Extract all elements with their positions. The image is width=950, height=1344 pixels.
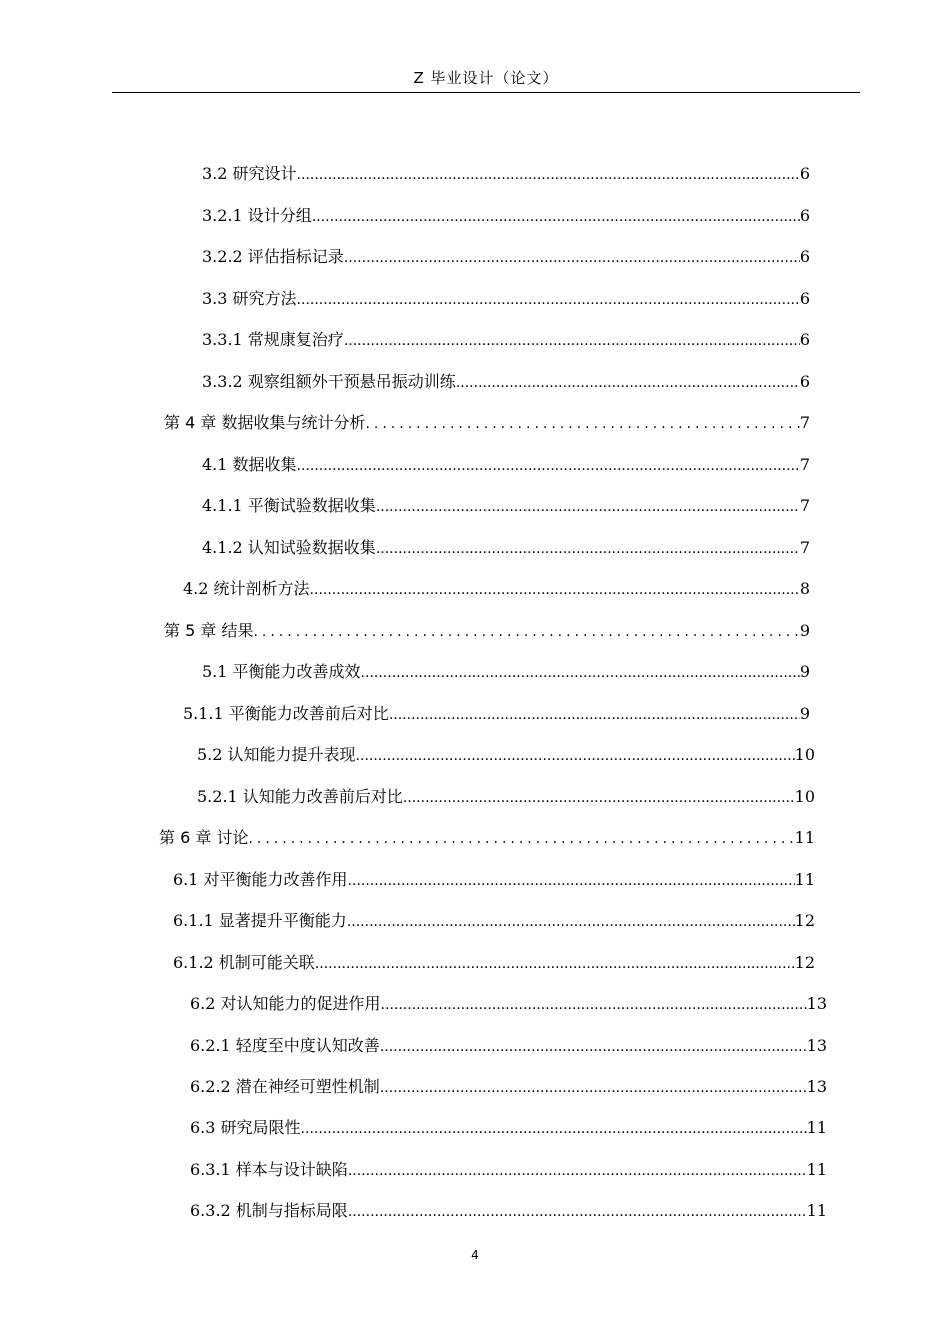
- toc-entry[interactable]: [202, 246, 810, 269]
- toc-leader-dots: [297, 164, 800, 186]
- toc-leader-dots: [310, 579, 800, 601]
- toc-entry-page: 7: [799, 496, 810, 515]
- toc-entry[interactable]: [202, 371, 810, 394]
- toc-entry[interactable]: [183, 703, 810, 726]
- toc-leader-dots: [297, 289, 800, 311]
- toc-entry-page: 9: [799, 662, 810, 681]
- toc-entry[interactable]: [197, 744, 815, 767]
- toc-leader-dots: [381, 994, 807, 1016]
- toc-chapter-entry[interactable]: [164, 412, 810, 435]
- toc-entry[interactable]: [190, 1076, 827, 1099]
- toc-leader-dots: [380, 1077, 807, 1099]
- toc-entry-page: 13: [806, 994, 827, 1013]
- toc-leader-dots: [301, 1118, 807, 1140]
- toc-entry-title: 6.2.2 潜在神经可塑性机制: [190, 1077, 380, 1096]
- toc-entry[interactable]: [173, 952, 815, 975]
- toc-entry[interactable]: [173, 869, 815, 892]
- toc-entry-page: 6: [799, 247, 810, 266]
- toc-entry-title: 3.3.1 常规康复治疗: [202, 330, 344, 349]
- toc-entry-title: 5.1.1 平衡能力改善前后对比: [183, 704, 389, 723]
- toc-entry-title: 3.2 研究设计: [202, 164, 297, 183]
- toc-leader-dots: [315, 953, 795, 975]
- toc-entry-title: 第 5 章 结果: [164, 621, 254, 640]
- toc-entry-title: 6.3.1 样本与设计缺陷: [190, 1160, 348, 1179]
- toc-leader-dots: [312, 206, 800, 228]
- toc-leader-dots: [297, 455, 800, 477]
- toc-entry-title: 3.3.2 观察组额外干预悬吊振动训练: [202, 372, 456, 391]
- toc-entry-page: 6: [799, 330, 810, 349]
- toc-entry[interactable]: [183, 578, 810, 601]
- toc-entry[interactable]: [202, 288, 810, 311]
- toc-entry-page: 6: [799, 289, 810, 308]
- toc-entry[interactable]: [190, 1159, 827, 1182]
- toc-entry[interactable]: [202, 495, 810, 518]
- toc-entry[interactable]: [202, 163, 810, 186]
- toc-entry-page: 11: [806, 1118, 827, 1137]
- toc-leader-dots: [348, 1160, 807, 1182]
- toc-entry[interactable]: [190, 1200, 827, 1223]
- toc-entry[interactable]: [190, 993, 827, 1016]
- toc-entry-title: 6.3 研究局限性: [190, 1118, 301, 1137]
- toc-leader-dots: [365, 413, 799, 435]
- toc-entry[interactable]: [202, 537, 810, 560]
- toc-entry-title: 5.2 认知能力提升表现: [197, 745, 356, 764]
- toc-entry-title: 6.1.2 机制可能关联: [173, 953, 315, 972]
- toc-entry-page: 11: [806, 1160, 827, 1179]
- toc-entry-title: 3.2.1 设计分组: [202, 206, 312, 225]
- toc-entry-page: 11: [794, 870, 815, 889]
- toc-entry-page: 6: [799, 206, 810, 225]
- toc-leader-dots: [356, 745, 795, 767]
- toc-entry-page: 6: [799, 164, 810, 183]
- toc-entry-title: 第 4 章 数据收集与统计分析: [164, 413, 366, 432]
- toc-entry-title: 4.1.1 平衡试验数据收集: [202, 496, 376, 515]
- toc-entry-title: 4.1.2 认知试验数据收集: [202, 538, 376, 557]
- toc-leader-dots: [403, 787, 795, 809]
- toc-entry-page: 11: [806, 1201, 827, 1220]
- toc-entry-page: 8: [799, 579, 810, 598]
- toc-chapter-entry[interactable]: [164, 620, 810, 643]
- toc-leader-dots: [380, 1036, 807, 1058]
- toc-entry-title: 6.1 对平衡能力改善作用: [173, 870, 348, 889]
- toc-entry-page: 11: [794, 828, 815, 847]
- toc-entry-page: 10: [794, 787, 815, 806]
- toc-entry-page: 7: [799, 538, 810, 557]
- header-title: Z 毕业设计（论文）: [413, 69, 559, 87]
- toc-entry[interactable]: [202, 329, 810, 352]
- toc-entry-title: 3.3 研究方法: [202, 289, 297, 308]
- toc-entry-page: 13: [806, 1036, 827, 1055]
- toc-entry-page: 9: [799, 704, 810, 723]
- toc-entry-title: 6.2.1 轻度至中度认知改善: [190, 1036, 380, 1055]
- toc-entry-title: 6.1.1 显著提升平衡能力: [173, 911, 347, 930]
- toc-leader-dots: [248, 828, 794, 850]
- toc-leader-dots: [347, 911, 795, 933]
- toc-chapter-entry[interactable]: [159, 827, 815, 850]
- toc-entry-title: 4.2 统计剖析方法: [183, 579, 310, 598]
- toc-entry[interactable]: [202, 205, 810, 228]
- toc-leader-dots: [456, 372, 800, 394]
- toc-leader-dots: [389, 704, 800, 726]
- toc-entry-page: 6: [799, 372, 810, 391]
- toc-entry-page: 9: [799, 621, 810, 640]
- toc-entry-page: 12: [794, 953, 815, 972]
- toc-leader-dots: [344, 247, 800, 269]
- toc-leader-dots: [376, 496, 800, 518]
- toc-entry-title: 5.1 平衡能力改善成效: [202, 662, 361, 681]
- toc-leader-dots: [344, 330, 800, 352]
- toc-entry-page: 12: [794, 911, 815, 930]
- toc-entry[interactable]: [202, 454, 810, 477]
- toc-entry[interactable]: [190, 1035, 827, 1058]
- toc-entry-page: 7: [799, 413, 810, 432]
- toc-entry-page: 13: [806, 1077, 827, 1096]
- toc-entry-page: 7: [799, 455, 810, 474]
- toc-leader-dots: [361, 662, 800, 684]
- toc-entry-title: 4.1 数据收集: [202, 455, 297, 474]
- toc-entry[interactable]: [202, 661, 810, 684]
- toc-leader-dots: [348, 1201, 807, 1223]
- toc-entry[interactable]: [190, 1117, 827, 1140]
- toc-entry-title: 3.2.2 评估指标记录: [202, 247, 344, 266]
- toc-entry-title: 6.2 对认知能力的促进作用: [190, 994, 381, 1013]
- toc-leader-dots: [376, 538, 800, 560]
- toc-entry[interactable]: [197, 786, 815, 809]
- toc-entry-page: 10: [794, 745, 815, 764]
- toc-leader-dots: [348, 870, 795, 892]
- toc-entry-title: 第 6 章 讨论: [159, 828, 249, 847]
- toc-leader-dots: [253, 621, 799, 643]
- page-number: 4: [471, 1248, 479, 1262]
- toc-entry[interactable]: [173, 910, 815, 933]
- toc-entry-title: 6.3.2 机制与指标局限: [190, 1201, 348, 1220]
- toc-entry-title: 5.2.1 认知能力改善前后对比: [197, 787, 403, 806]
